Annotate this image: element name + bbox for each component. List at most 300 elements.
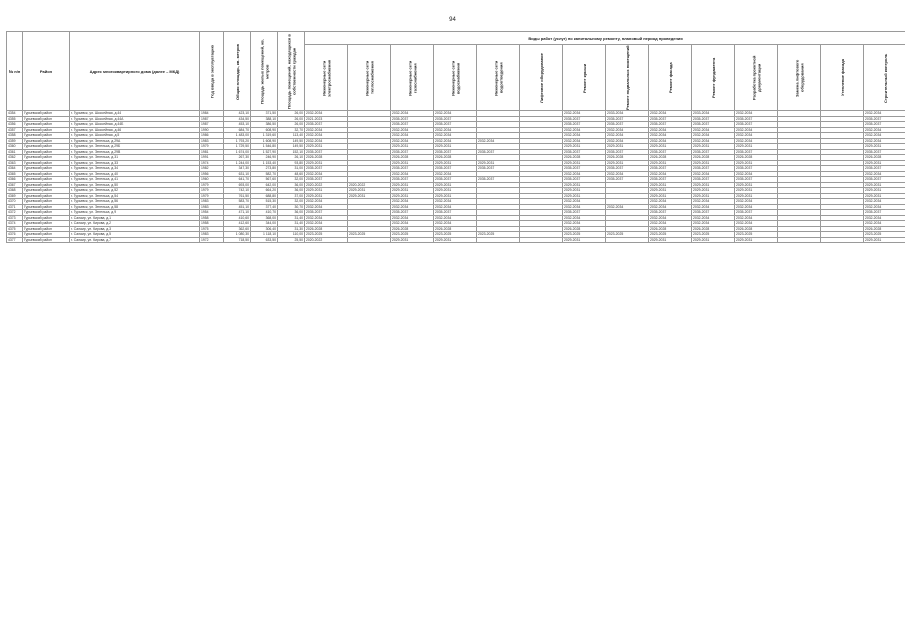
header-work-7: Ремонт подвальных помещений [606,45,649,111]
table-cell: 4368 [7,188,23,194]
table-cell: 149,50 [278,144,305,150]
table-cell: 2032-2034 [649,127,692,133]
table-cell: 2035-2037 [735,149,778,155]
table-cell: 2032-2034 [735,221,778,227]
table-cell: 2029-2031 [735,237,778,243]
table-cell: 362,60 [224,226,251,232]
table-cell: 2029-2031 [735,188,778,194]
table-cell: 434,50 [224,116,251,122]
table-cell: 2023-2025 [735,232,778,238]
table-cell: 2020-2022 [348,182,391,188]
table-cell: 423,10 [224,111,251,117]
table-cell: 31,40 [278,221,305,227]
table-cell: 2029-2031 [606,160,649,166]
table-cell: 2032-2034 [649,215,692,221]
table-cell: 2032-2034 [606,133,649,139]
table-cell: 2029-2031 [434,188,477,194]
table-cell: 2032-2034 [477,138,520,144]
table-cell: г. Гурьевск, ул. Энгельса, д.56 [70,199,200,205]
table-cell: 2029-2031 [348,193,391,199]
table-cell: 1960 [200,177,224,183]
table-cell: 4354 [7,111,23,117]
table-cell: 515,30 [251,199,278,205]
table-cell: 631,10 [224,171,251,177]
table-cell: 2029-2031 [305,188,348,194]
table-cell: 32,70 [278,127,305,133]
table-cell: 2035-2037 [864,177,905,183]
table-cell: г. Гурьевск, ул. Энгельса, д.33 [70,160,200,166]
table-cell: 2026-2028 [864,226,905,232]
table-cell: 2029-2031 [692,188,735,194]
table-cell: 1 319,60 [251,133,278,139]
table-cell: 2032-2034 [606,171,649,177]
table-cell: 2032-2034 [305,111,348,117]
table-cell: 2029-2031 [649,160,692,166]
table-cell: Гурьевский район [23,171,70,177]
table-cell: 2026-2028 [434,155,477,161]
table-cell: 2029-2031 [692,193,735,199]
table-cell: 1979 [200,182,224,188]
table-cell: 306,40 [251,226,278,232]
table-cell: 1979 [200,144,224,150]
table-cell: 2029-2031 [649,182,692,188]
table-cell: 2035-2037 [864,116,905,122]
table-cell: 2032-2034 [864,204,905,210]
table-cell: 1975 [200,226,224,232]
table-cell: г. Гурьевск, ул. Энгельса, д.29Б [70,144,200,150]
table-cell: Гурьевский район [23,133,70,139]
table-cell: 2032-2034 [391,111,434,117]
table-cell: Гурьевский район [23,166,70,172]
table-cell: Гурьевский район [23,193,70,199]
table-cell: 1990 [200,127,224,133]
table-cell: 1991 [200,155,224,161]
table-cell [778,237,821,243]
table-cell: Гурьевский район [23,111,70,117]
table-cell: 1983 [200,138,224,144]
table-cell: 113,40 [278,133,305,139]
table-cell: 273,80 [251,166,278,172]
table-cell: 2032-2034 [391,127,434,133]
table-cell: Гурьевский район [23,237,70,243]
header-work-9: Ремонт фундамента [692,45,735,111]
table-cell: 2032-2034 [391,221,434,227]
table-cell: 2026-2028 [606,155,649,161]
table-cell: 2032-2034 [735,138,778,144]
table-cell: 2032-2034 [305,127,348,133]
table-cell: 2035-2037 [606,122,649,128]
table-cell: 368,00 [251,215,278,221]
table-cell: 2032-2034 [606,204,649,210]
table-cell: 2029-2031 [735,144,778,150]
table-cell [606,237,649,243]
table-cell: 2032-2034 [391,215,434,221]
table-body [7,111,905,243]
table-cell: 2032-2034 [864,138,905,144]
table-cell: 4359 [7,138,23,144]
table-cell: 26,10 [278,155,305,161]
table-cell: 410,70 [251,210,278,216]
table-cell: 2035-2037 [649,177,692,183]
table-cell: 1981 [200,149,224,155]
table-cell: г. Гурьевск, ул. Энгельса, д.34 [70,166,200,172]
table-cell: г. Гурьевск, ул. Энгельса, д.54 [70,193,200,199]
table-cell: 1958 [200,215,224,221]
table-cell: 2035-2037 [864,210,905,216]
table-cell: 2032-2034 [563,127,606,133]
table-cell: 2032-2034 [563,171,606,177]
table-cell: 2035-2037 [649,122,692,128]
table-cell: г. Гурьевск, ул. Шоссейная, д.5 [70,133,200,139]
table-cell: 410,60 [224,215,251,221]
table-cell: 2029-2031 [864,182,905,188]
table-cell: 2035-2037 [649,166,692,172]
table-cell: 2029-2031 [864,237,905,243]
table-cell: 1979 [200,193,224,199]
table-cell: 2032-2034 [305,199,348,205]
table-cell: 2035-2037 [692,122,735,128]
table-cell: Гурьевский район [23,221,70,227]
table-cell: 2035-2037 [864,122,905,128]
table-cell: 347,30 [224,166,251,172]
table-cell: Гурьевский район [23,149,70,155]
table-cell: 2035-2037 [735,177,778,183]
table-cell: Гурьевский район [23,144,70,150]
table-cell: 1 080,30 [224,232,251,238]
table-cell: 2032-2034 [606,138,649,144]
table-cell [520,237,563,243]
table-cell: 32,00 [278,199,305,205]
table-row [7,237,905,243]
table-cell: Гурьевский район [23,116,70,122]
table-cell: 30,70 [278,204,305,210]
table-cell: 2032-2034 [434,215,477,221]
table-cell: 4374 [7,221,23,227]
table-cell: 2035-2037 [692,210,735,216]
table-cell: 2035-2037 [477,177,520,183]
table-cell: 1986 [200,133,224,139]
table-cell: 1 729,50 [224,144,251,150]
table-cell: Гурьевский район [23,122,70,128]
table-cell: 2035-2037 [649,116,692,122]
table-cell: 1954 [200,210,224,216]
table-cell: Гурьевский район [23,177,70,183]
table-cell: 2032-2034 [434,111,477,117]
table-cell: 36,00 [278,188,305,194]
table-cell: 2029-2031 [649,237,692,243]
table-cell: 4363 [7,160,23,166]
table-cell: 2029-2031 [434,193,477,199]
table-cell: 471,10 [224,210,251,216]
table-cell: 2032-2034 [735,204,778,210]
table-cell: 2035-2037 [606,116,649,122]
table-cell: г. Салаир, ул. Кирова, д.1 [70,215,200,221]
table-cell: 2032-2034 [606,127,649,133]
table-cell: 149,50 [278,138,305,144]
table-cell: 2035-2037 [563,210,606,216]
table-cell: г. Гурьевск, ул. Энгельса, д.31 [70,155,200,161]
table-cell: 2026-2028 [649,226,692,232]
table-cell: Гурьевский район [23,182,70,188]
table-cell: г. Гурьевск, ул. Энгельса, д.41 [70,177,200,183]
table-cell: 2035-2037 [391,210,434,216]
header-works-group: Виды работ (услуг) по капитальному ремонту, плановый период проведения [305,32,905,45]
table-cell: 1972 [200,237,224,243]
table-cell: 2023-2025 [391,232,434,238]
header-area-total: Общая площадь, кв. метров [224,32,251,111]
table-cell: 2023-2025 [348,232,391,238]
table-cell: 93,80 [278,160,305,166]
table-cell: 2029-2031 [348,188,391,194]
table-cell: 2032-2034 [391,204,434,210]
table-cell: 2026-2028 [391,226,434,232]
table-cell: 2035-2037 [563,122,606,128]
header-work-0: Инженерные сети электроснабжения [305,45,348,111]
table-cell: 2032-2034 [434,127,477,133]
table-cell: 1 674,00 [224,149,251,155]
table-cell: 2029-2031 [434,144,477,150]
table-cell: 2029-2031 [692,182,735,188]
table-cell: 4357 [7,127,23,133]
header-work-4: Инженерные сети водоотведения [477,45,520,111]
table-cell: 26,00 [278,122,305,128]
table-cell: 2032-2034 [649,111,692,117]
table-cell: 1983 [200,232,224,238]
table-cell: 2026-2028 [735,226,778,232]
table-cell: 2026-2028 [692,155,735,161]
table-cell: 2029-2031 [434,160,477,166]
table-cell: 2032-2034 [305,204,348,210]
table-cell: 761,50 [224,193,251,199]
table-cell: 2026-2028 [305,226,348,232]
table-cell: 688,80 [251,193,278,199]
table-cell: 36,00 [278,210,305,216]
table-cell: 2032-2034 [692,199,735,205]
table-cell: 4367 [7,182,23,188]
table-cell: 2032-2034 [434,221,477,227]
table-cell: 2032-2034 [864,171,905,177]
header-work-13: Строительный контроль [864,45,905,111]
table-cell: 4364 [7,166,23,172]
table-cell: 2023-2025 [606,232,649,238]
table-cell: 2035-2037 [391,166,434,172]
table-cell [477,237,520,243]
table-cell: 2020-2022 [305,182,348,188]
table-cell: 2029-2031 [391,193,434,199]
table-cell: 388,10 [251,116,278,122]
table-cell: 31,00 [278,166,305,172]
table-cell: 2032-2034 [563,215,606,221]
table-cell: 2035-2037 [477,149,520,155]
table-cell: 2029-2031 [563,188,606,194]
header-work-3: Инженерные сети водоснабжения [434,45,477,111]
table-cell: 2035-2037 [434,116,477,122]
table-cell: 1 244,00 [224,160,251,166]
table-cell: 718,50 [224,237,251,243]
table-cell: 4373 [7,215,23,221]
table-cell: 633,50 [251,237,278,243]
table-cell: 1974 [200,160,224,166]
header-area-living: Площадь жилых помещений, кв. метров [251,32,278,111]
table-cell: 2029-2031 [305,160,348,166]
table-cell: 2032-2034 [391,133,434,139]
table-cell: 742,10 [224,188,251,194]
table-cell: 2032-2034 [305,221,348,227]
table-cell: Гурьевский район [23,210,70,216]
table-cell: 2035-2037 [563,166,606,172]
header-work-1: Инженерные сети теплоснабжения [348,45,391,111]
table-cell: 2032-2034 [434,138,477,144]
table-cell: 2021-2023 [305,116,348,122]
table-cell: 1958 [200,221,224,227]
table-cell: г. Гурьевск, ул. Шоссейная, д.44А [70,116,200,122]
table-cell: 2029-2031 [305,193,348,199]
table-cell: 1979 [200,188,224,194]
table-cell: 2035-2037 [434,177,477,183]
table-cell: 2032-2034 [563,133,606,139]
table-header [7,32,905,111]
table-cell: 2035-2037 [735,116,778,122]
capital-repair-table [6,31,905,243]
table-cell: 2032-2034 [735,111,778,117]
table-cell: 2035-2037 [563,177,606,183]
table-cell: 2032-2034 [692,215,735,221]
table-cell: 2032-2034 [864,133,905,139]
table-cell: 2032-2034 [692,133,735,139]
table-cell: 2029-2031 [735,182,778,188]
table-cell: 2029-2031 [563,160,606,166]
table-cell: г. Салаир, ул. Кирова, д.7 [70,237,200,243]
header-num: № п/п [7,32,23,111]
table-cell: 2029-2031 [649,188,692,194]
table-cell: 152,10 [278,149,305,155]
table-cell: г. Салаир, ул. Кирова, д.5 [70,232,200,238]
table-cell: 2029-2031 [391,188,434,194]
table-cell: 2026-2028 [434,226,477,232]
table-cell: 2032-2034 [649,138,692,144]
table-cell: 2029-2031 [649,144,692,150]
table-cell: 2032-2034 [864,199,905,205]
table-cell: 2035-2037 [606,149,649,155]
table-cell: 2029-2031 [864,193,905,199]
table-cell: 32,00 [278,177,305,183]
table-cell: 4376 [7,232,23,238]
header-year: Год ввода в эксплуатацию [200,32,224,111]
table-cell: 2035-2037 [864,166,905,172]
table-cell: 583,70 [224,199,251,205]
table-cell: 37,00 [278,193,305,199]
table-cell: 2032-2034 [391,138,434,144]
table-cell: 25,50 [278,237,305,243]
table-cell: 608,90 [251,127,278,133]
table-cell: 2029-2031 [391,144,434,150]
table-cell: 377,40 [251,204,278,210]
table-cell: 4372 [7,210,23,216]
table-cell: г. Гурьевск, ул. Энгельса, д.40 [70,171,200,177]
table-cell: Гурьевский район [23,226,70,232]
table-cell: 2035-2037 [305,177,348,183]
table-cell: 1 483,00 [224,133,251,139]
table-cell: 1987 [200,122,224,128]
table-cell: 2026-2028 [563,155,606,161]
table-cell: 1 527,90 [251,149,278,155]
table-cell: 2032-2034 [434,199,477,205]
table-cell: 2023-2025 [477,232,520,238]
table-cell: 2035-2037 [735,166,778,172]
table-cell: 2032-2034 [692,138,735,144]
table-cell: 4371 [7,204,23,210]
table-cell: 2032-2034 [649,221,692,227]
table-cell: 641,70 [224,177,251,183]
table-cell: 2029-2031 [305,144,348,150]
table-cell: 2029-2031 [864,160,905,166]
table-cell: г. Гурьевск, ул. Энгельса, д.29А [70,138,200,144]
table-cell: 2029-2031 [563,237,606,243]
table-cell: 4355 [7,116,23,122]
table-cell: Гурьевский район [23,138,70,144]
table-cell: г. Гурьевск, ул. Энгельса, д.52 [70,188,200,194]
table-cell: 4365 [7,171,23,177]
table-cell: 2035-2037 [434,122,477,128]
table-cell: 2033-2034 [606,111,649,117]
header-work-6: Ремонт крыши [563,45,606,111]
table-cell: 2032-2034 [305,138,348,144]
table-cell: 2035-2037 [305,122,348,128]
table-cell: 267,30 [224,155,251,161]
table-cell: Гурьевский район [23,232,70,238]
table-cell: 4358 [7,133,23,139]
table-cell: 2035-2037 [434,149,477,155]
table-cell: 4375 [7,226,23,232]
table-cell: 1 793,20 [224,138,251,144]
table-cell: Гурьевский район [23,204,70,210]
header-address: Адрес многоквартирного дома (далее – МКД) [70,32,200,111]
table-cell: 2029-2031 [563,144,606,150]
table-cell: Гурьевский район [23,127,70,133]
table-cell: 2029-2031 [391,237,434,243]
table-cell: 2032-2034 [563,111,606,117]
table-cell: 2023-2025 [864,232,905,238]
table-cell: 4356 [7,122,23,128]
table-cell: 2026-2028 [391,155,434,161]
table-cell: 2035-2037 [563,116,606,122]
table-cell: 1987 [200,116,224,122]
table-cell: 2035-2037 [735,122,778,128]
table-cell: 2032-2034 [692,127,735,133]
table-cell: 31,40 [278,215,305,221]
table-cell: 2035-2037 [864,149,905,155]
table-cell: 2029-2031 [563,182,606,188]
table-cell: 2029-2031 [391,160,434,166]
table-cell: Гурьевский район [23,215,70,221]
table-cell: 2035-2037 [692,166,735,172]
table-cell: 4361 [7,149,23,155]
table-cell: 2029-2031 [735,193,778,199]
table-cell: 2032-2034 [649,204,692,210]
table-cell: 2032-2034 [735,199,778,205]
table-cell: 2035-2037 [391,149,434,155]
table-cell: 2029-2031 [606,144,649,150]
table-cell: 2035-2037 [434,166,477,172]
table-cell: 693,00 [224,182,251,188]
table-cell [348,237,391,243]
table-cell: 2026-2028 [864,155,905,161]
table-cell: 2029-2031 [477,160,520,166]
table-cell: 1983 [200,199,224,205]
table-cell: 2032-2034 [735,133,778,139]
table-cell: 1 546,80 [251,144,278,150]
table-cell: 2032-2034 [391,171,434,177]
